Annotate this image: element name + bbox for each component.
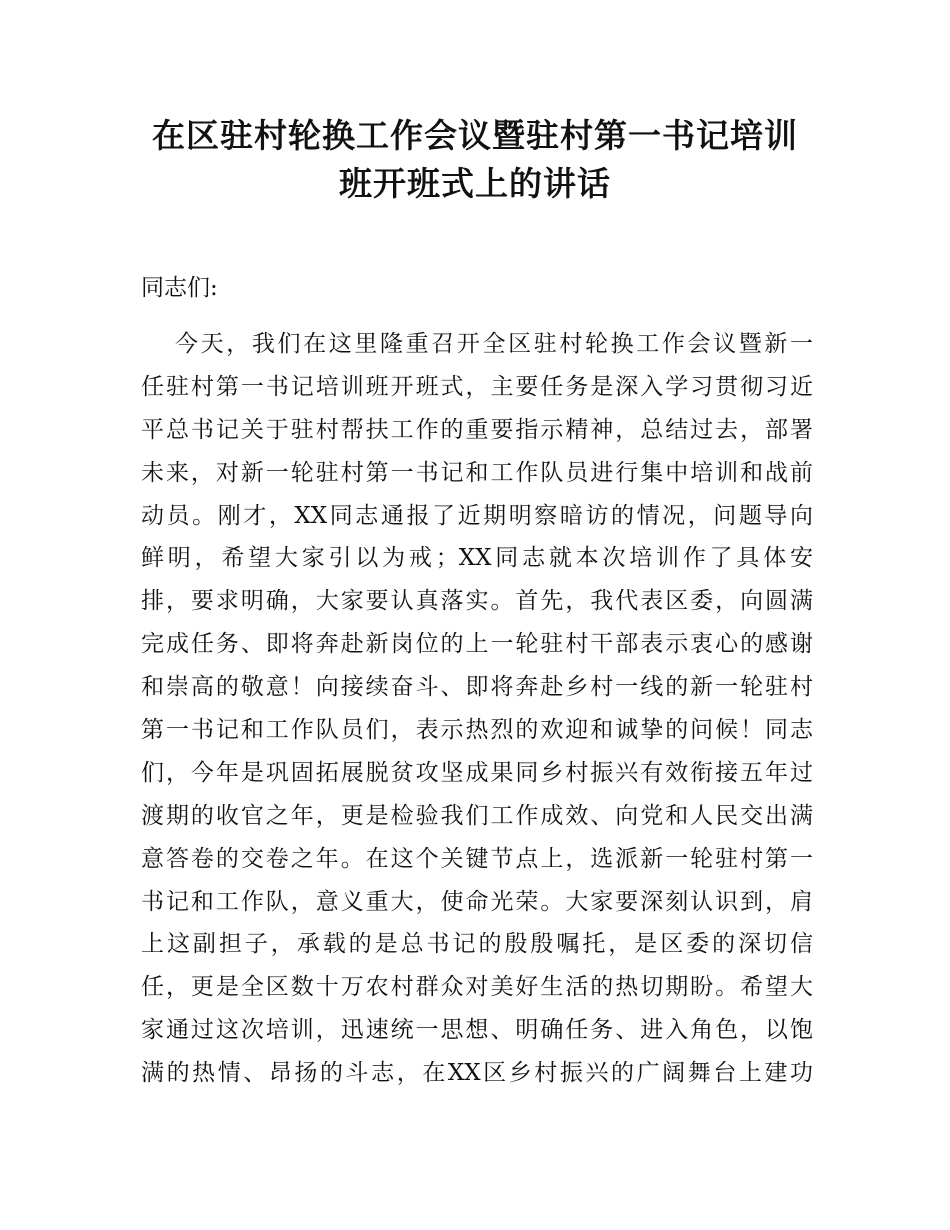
body-line: 书记和工作队，意义重大，使命光荣。大家要深刻认识到，肩 — [141, 888, 813, 915]
body-line: 平总书记关于驻村帮扶工作的重要指示精神，总结过去，部署 — [141, 416, 813, 443]
body-line: 和崇高的敬意！向接续奋斗、即将奔赴乡村一线的新一轮驻村 — [141, 674, 813, 701]
body-line: 满的热情、昂扬的斗志，在XX区乡村振兴的广阔舞台上建功 — [141, 1060, 813, 1087]
body-line: 第一书记和工作队员们，表示热烈的欢迎和诚挚的问候！同志 — [141, 717, 813, 744]
body-line: 任，更是全区数十万农村群众对美好生活的热切期盼。希望大 — [141, 974, 813, 1001]
body-line: 家通过这次培训，迅速统一思想、明确任务、进入角色，以饱 — [141, 1017, 813, 1044]
body-line: 动员。刚才，XX同志通报了近期明察暗访的情况，问题导向 — [141, 502, 813, 529]
body-line: 渡期的收官之年，更是检验我们工作成效、向党和人民交出满 — [141, 802, 813, 829]
document-title — [100, 112, 850, 208]
body-line: 们，今年是巩固拓展脱贫攻坚成果同乡村振兴有效衔接五年过 — [141, 759, 813, 786]
body-line: 未来，对新一轮驻村第一书记和工作队员进行集中培训和战前 — [141, 459, 813, 486]
body-line: 今天，我们在这里隆重召开全区驻村轮换工作会议暨新一 — [175, 331, 813, 357]
body-line: 上这副担子，承载的是总书记的殷殷嘱托，是区委的深切信 — [141, 931, 813, 958]
body-line: 意答卷的交卷之年。在这个关键节点上，选派新一轮驻村第一 — [141, 845, 813, 872]
body-paragraph — [141, 323, 813, 1095]
body-line: 排，要求明确，大家要认真落实。首先，我代表区委，向圆满 — [141, 588, 813, 615]
salutation: 同志们: — [141, 275, 218, 301]
body-line: 任驻村第一书记培训班开班式，主要任务是深入学习贯彻习近 — [141, 373, 813, 400]
title-line: 在区驻村轮换工作会议暨驻村第一书记培训 — [152, 116, 798, 155]
body-line: 鲜明，希望大家引以为戒；XX同志就本次培训作了具体安 — [141, 545, 813, 572]
title-line: 班开班式上的讲话 — [339, 164, 611, 203]
body-line: 完成任务、即将奔赴新岗位的上一轮驻村干部表示衷心的感谢 — [141, 631, 813, 658]
